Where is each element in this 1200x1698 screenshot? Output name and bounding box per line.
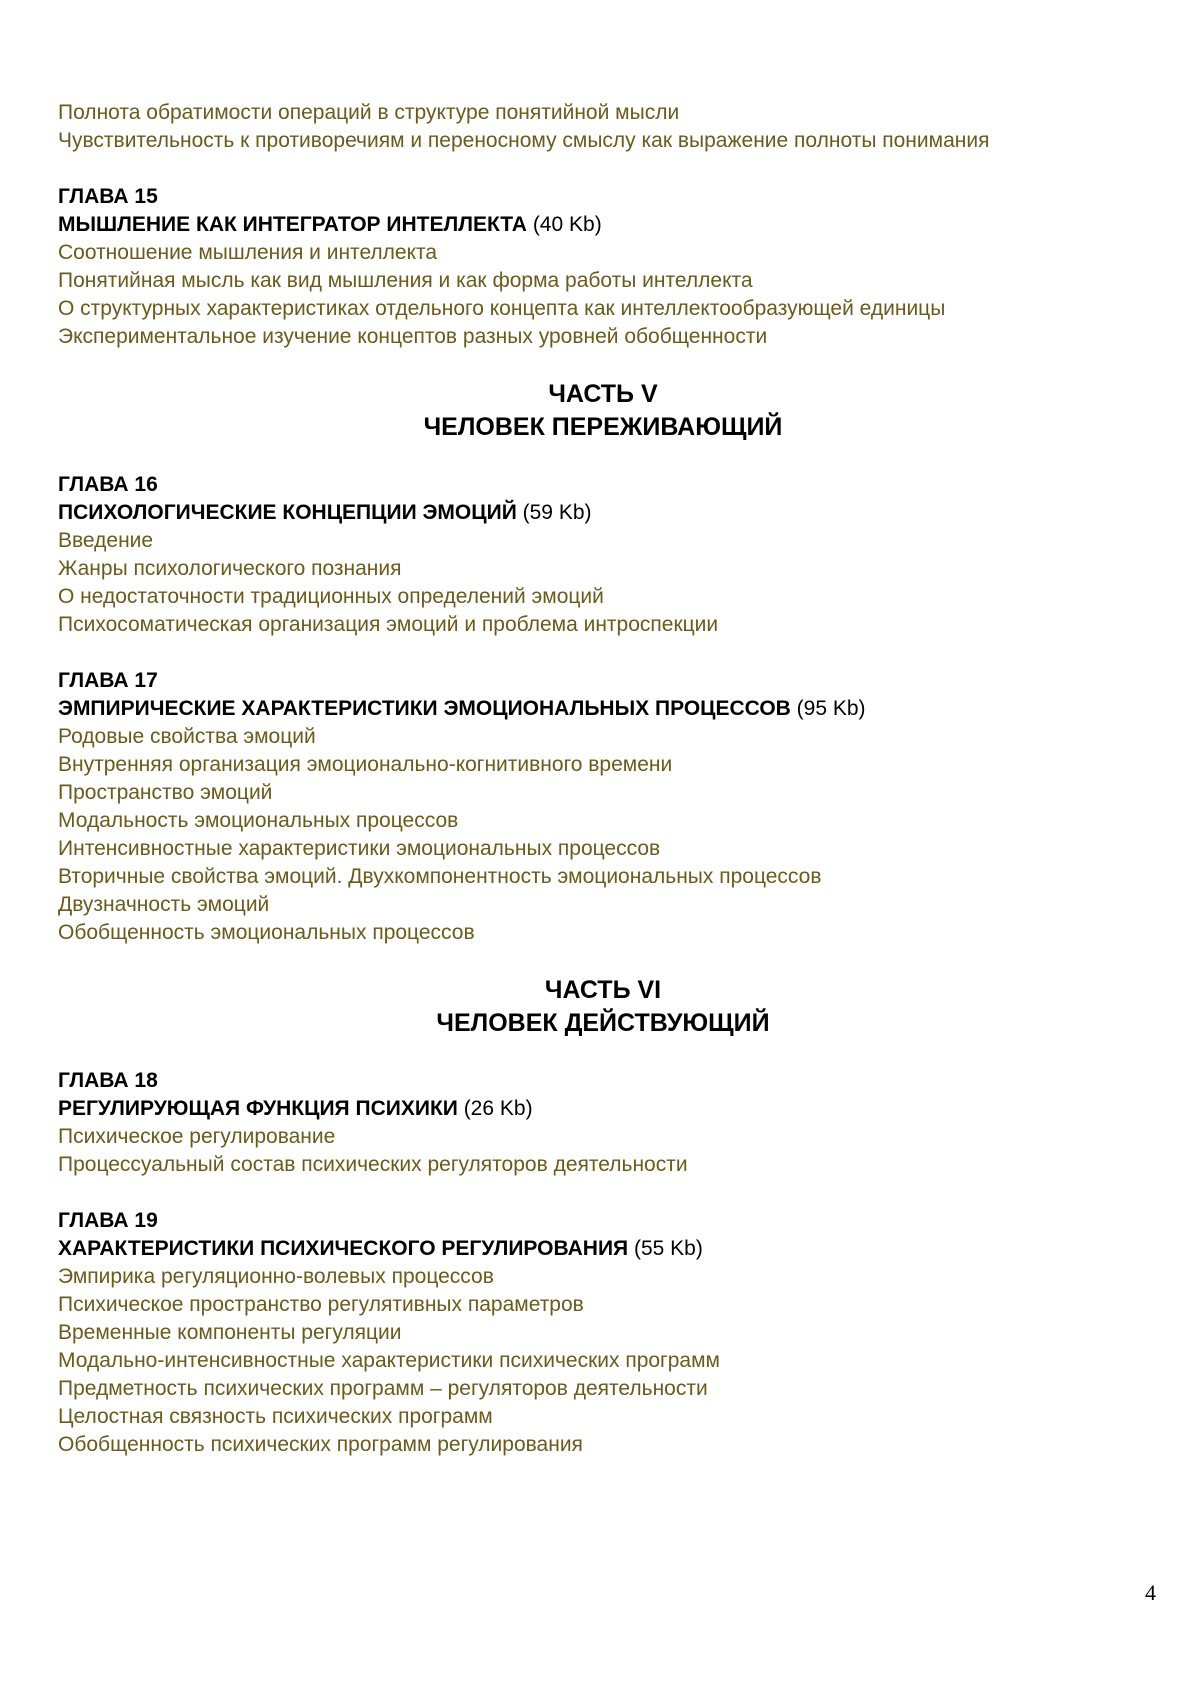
part-title: ЧЕЛОВЕК ПЕРЕЖИВАЮЩИЙ [423, 413, 783, 441]
page-number: 4 [1145, 1580, 1156, 1605]
toc-topic[interactable]: Экспериментальное изучение концептов разных уровней обобщенности [58, 325, 768, 348]
toc-topic[interactable]: Вторичные свойства эмоций. Двухкомпонентность эмоциональных процессов [58, 865, 822, 888]
chapter-title: МЫШЛЕНИЕ КАК ИНТЕГРАТОР ИНТЕЛЛЕКТА [58, 213, 527, 236]
chapter-heading[interactable] [58, 211, 1148, 239]
toc-topic[interactable]: Обобщенность эмоциональных процессов [58, 921, 475, 944]
chapter-heading[interactable] [58, 1235, 1148, 1263]
part-title: ЧЕЛОВЕК ДЕЙСТВУЮЩИЙ [436, 1009, 770, 1037]
chapter-section [58, 667, 1148, 947]
chapter-label: ГЛАВА 16 [58, 473, 158, 496]
chapter-label: ГЛАВА 18 [58, 1069, 158, 1092]
chapter-title: РЕГУЛИРУЮЩАЯ ФУНКЦИЯ ПСИХИКИ [58, 1097, 458, 1120]
chapter-title: ПСИХОЛОГИЧЕСКИЕ КОНЦЕПЦИИ ЭМОЦИЙ [58, 501, 517, 524]
toc-topic[interactable]: Двузначность эмоций [58, 893, 270, 916]
toc-topic[interactable]: Психосоматическая организация эмоций и проблема интроспекции [58, 613, 719, 636]
chapter-section [58, 183, 1148, 351]
toc-topic[interactable]: Родовые свойства эмоций [58, 725, 316, 748]
chapter-label: ГЛАВА 19 [58, 1209, 158, 1232]
chapter-heading[interactable] [58, 695, 1148, 723]
toc-topic[interactable]: Соотношение мышления и интеллекта [58, 241, 438, 264]
toc-topic[interactable]: Процессуальный состав психических регуляторов деятельности [58, 1153, 688, 1176]
chapter-title: ХАРАКТЕРИСТИКИ ПСИХИЧЕСКОГО РЕГУЛИРОВАНИЯ [58, 1237, 629, 1260]
chapter-title: ЭМПИРИЧЕСКИЕ ХАРАКТЕРИСТИКИ ЭМОЦИОНАЛЬНЫХ ПРОЦЕССОВ [58, 697, 791, 720]
part-heading [58, 974, 1148, 1040]
part-heading [58, 378, 1148, 444]
chapter-section [58, 1207, 1148, 1459]
file-size: (26 Kb) [457, 1097, 533, 1120]
toc-topic[interactable]: Модально-интенсивностные характеристики психических программ [58, 1349, 720, 1372]
toc-topic[interactable]: Модальность эмоциональных процессов [58, 809, 459, 832]
part-label: ЧАСТЬ V [548, 380, 658, 408]
toc-topic[interactable]: Предметность психических программ – регуляторов деятельности [58, 1377, 708, 1400]
toc-topic[interactable]: Психическое регулирование [58, 1125, 336, 1148]
toc-topic[interactable]: Введение [58, 529, 154, 552]
toc-topic[interactable]: Полнота обратимости операций в структуре понятийной мысли [58, 101, 680, 124]
part-label: ЧАСТЬ VI [544, 976, 662, 1004]
chapter-label: ГЛАВА 17 [58, 669, 158, 692]
toc-topic[interactable]: Целостная связность психических программ [58, 1405, 493, 1428]
file-size: (55 Kb) [628, 1237, 703, 1260]
toc-topic[interactable]: Эмпирика регуляционно-волевых процессов [58, 1265, 494, 1288]
chapter-label: ГЛАВА 15 [58, 185, 158, 208]
chapter-section [58, 1067, 1148, 1179]
chapter-heading[interactable] [58, 1095, 1148, 1123]
chapter-heading[interactable] [58, 499, 1148, 527]
toc-topic[interactable]: Чувствительность к противоречиям и переносному смыслу как выражение полноты понимания [58, 129, 990, 152]
toc-topic[interactable]: Временные компоненты регуляции [58, 1321, 402, 1344]
file-size: (95 Kb) [790, 697, 866, 720]
toc-topic[interactable]: Понятийная мысль как вид мышления и как форма работы интеллекта [58, 269, 753, 292]
toc-topic[interactable]: Психическое пространство регулятивных параметров [58, 1293, 584, 1316]
toc-topic[interactable]: Обобщенность психических программ регулирования [58, 1433, 583, 1456]
chapter-section [58, 471, 1148, 639]
toc-topic[interactable]: Пространство эмоций [58, 781, 273, 804]
file-size: (40 Kb) [526, 213, 602, 236]
table-of-contents [58, 99, 1148, 1459]
toc-topic[interactable]: О структурных характеристиках отдельного концепта как интеллектообразующей единицы [58, 297, 946, 320]
toc-topic[interactable]: Внутренняя организация эмоционально-когнитивного времени [58, 753, 673, 776]
toc-topic[interactable]: Жанры психологического познания [58, 557, 402, 580]
toc-topic[interactable]: Интенсивностные характеристики эмоциональных процессов [58, 837, 661, 860]
toc-topic[interactable]: О недостаточности традиционных определений эмоций [58, 585, 604, 608]
file-size: (59 Kb) [516, 501, 592, 524]
